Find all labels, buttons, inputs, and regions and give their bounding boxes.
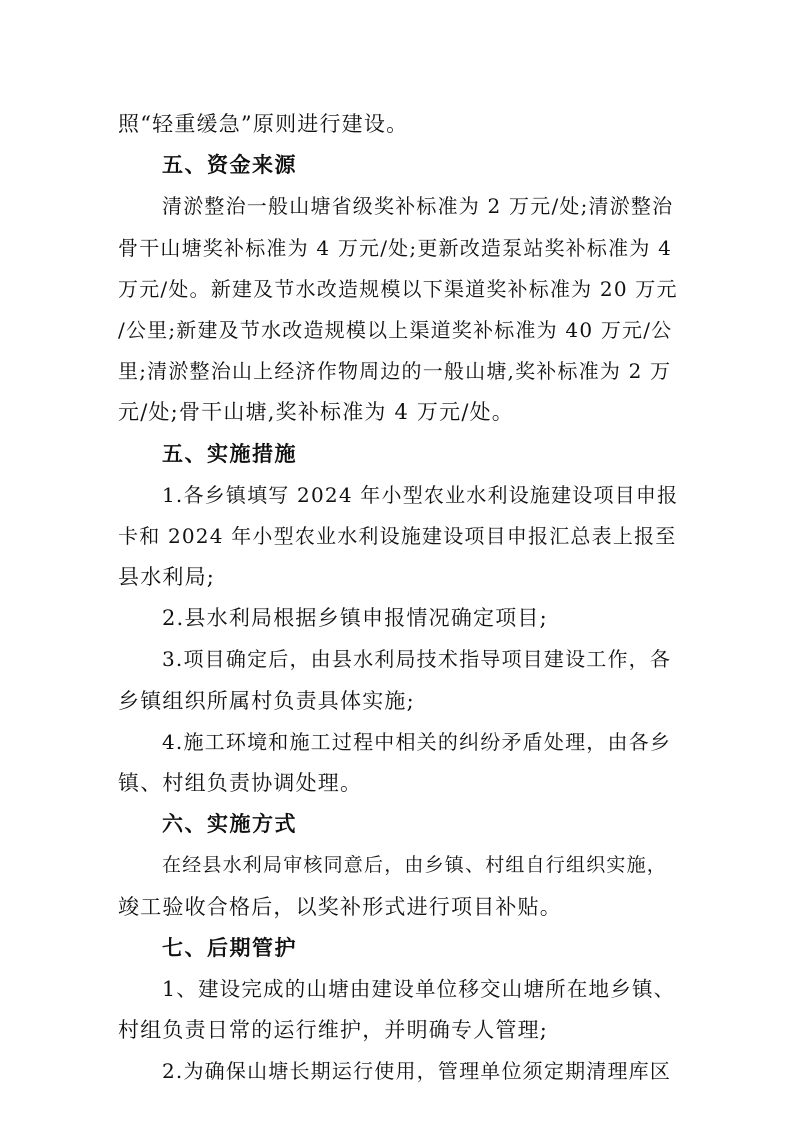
text-line: 卡和 2024 年小型农业水利设施建设项目申报汇总表上报至 [118,523,677,548]
text-line: 万元/处。新建及节水改造规模以下渠道奖补标准为 20 万元 [118,276,678,301]
text-line: 2.为确保山塘长期运行使用，管理单位须定期清理库区 [162,1059,672,1084]
text-line: 元/处;骨干山塘,奖补标准为 4 万元/处。 [118,400,515,425]
section-heading: 六、实施方式 [162,812,297,837]
section-heading: 五、实施措施 [162,441,297,466]
text-line: 骨干山塘奖补标准为 4 万元/处;更新改造泵站奖补标准为 4 [118,235,672,260]
text-line: /公里;新建及节水改造规模以上渠道奖补标准为 40 万元/公 [118,317,673,342]
text-line: 里;清淤整治山上经济作物周边的一般山塘,奖补标准为 2 万 [118,359,672,384]
text-line: 镇、村组负责协调处理。 [118,771,363,795]
section-heading: 七、后期管护 [162,935,297,960]
text-line: 清淤整治一般山塘省级奖补标准为 2 万元/处;清淤整治 [162,194,674,219]
text-line: 4.施工环境和施工过程中相关的纠纷矛盾处理，由各乡 [162,729,672,754]
text-line: 1、建设完成的山塘由建设单位移交山塘所在地乡镇、 [162,976,676,1001]
text-line: 在经县水利局审核同意后，由乡镇、村组自行组织实施， [162,854,668,877]
text-line: 3.项目确定后，由县水利局技术指导项目建设工作，各 [162,647,672,672]
text-line: 乡镇组织所属村负责具体实施; [118,688,415,713]
section-heading: 五、资金来源 [162,153,297,178]
text-line: 村组负责日常的运行维护，并明确专人管理; [118,1018,549,1043]
text-line: 照“轻重缓急”原则进行建设。 [118,112,409,136]
text-line: 2.县水利局根据乡镇申报情况确定项目; [162,606,548,631]
document-page [118,104,678,1093]
text-line: 1.各乡镇填写 2024 年小型农业水利设施建设项目申报 [162,482,679,507]
text-line: 竣工验收合格后，以奖补形式进行项目补贴。 [118,894,562,919]
text-line: 县水利局; [118,565,216,590]
